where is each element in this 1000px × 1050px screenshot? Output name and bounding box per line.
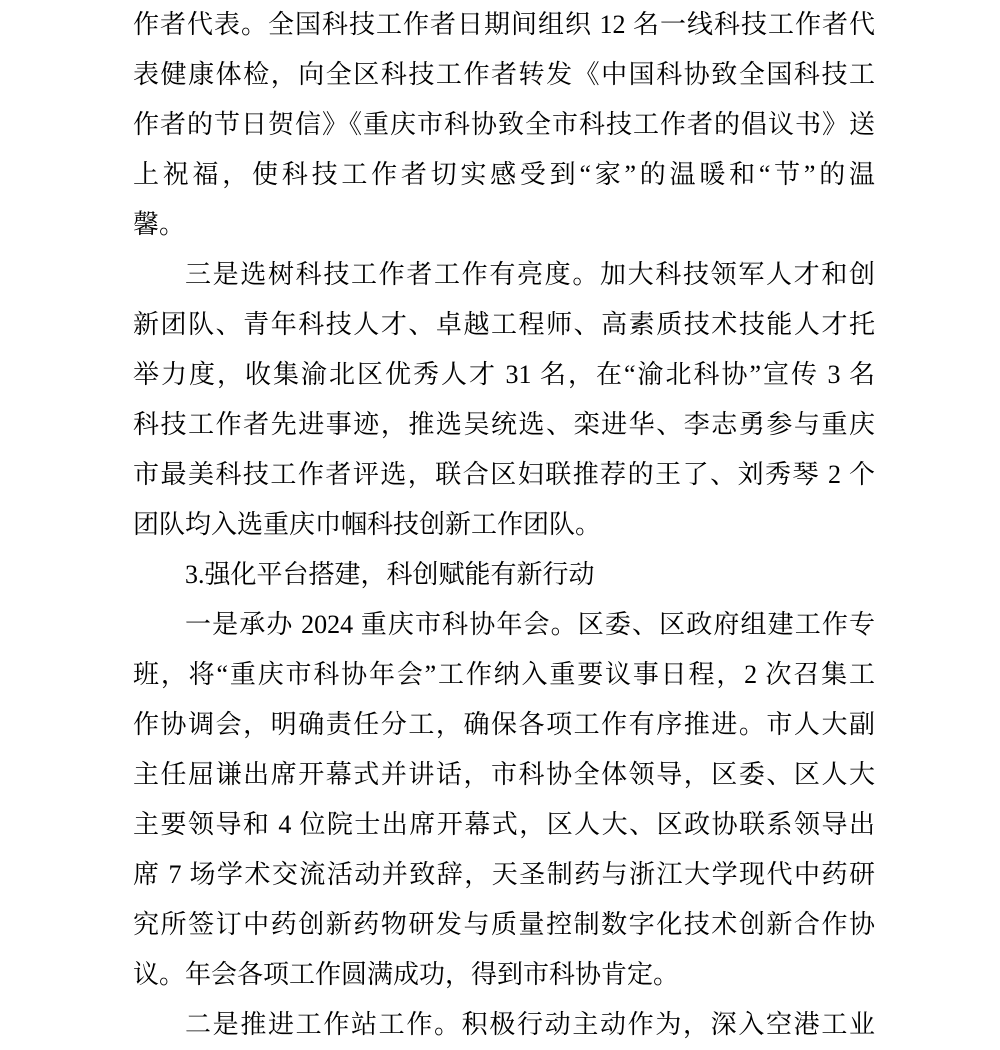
text-line: 新团队、青年科技人才、卓越工程师、高素质技术技能人才托 bbox=[133, 310, 875, 339]
text-line: 二是推进工作站工作。积极行动主动作为，深入空港工业 bbox=[185, 1010, 875, 1039]
text-line: 3.强化平台搭建，科创赋能有新行动 bbox=[185, 560, 595, 589]
text-line: 团队均入选重庆巾帼科技创新工作团队。 bbox=[133, 510, 602, 539]
text-line: 举力度，收集渝北区优秀人才 31 名，在“渝北科协”宣传 3 名 bbox=[133, 360, 875, 389]
text-line: 上祝福，使科技工作者切实感受到“家”的温暖和“节”的温 bbox=[133, 160, 875, 189]
text-layer bbox=[133, 0, 875, 1050]
text-line: 表健康体检，向全区科技工作者转发《中国科协致全国科技工 bbox=[133, 60, 875, 89]
text-line: 作者的节日贺信》《重庆市科协致全市科技工作者的倡议书》送 bbox=[133, 110, 875, 139]
text-line: 作协调会，明确责任分工，确保各项工作有序推进。市人大副 bbox=[133, 710, 875, 739]
text-line: 一是承办 2024 重庆市科协年会。区委、区政府组建工作专 bbox=[185, 610, 875, 639]
text-line: 主任屈谦出席开幕式并讲话，市科协全体领导，区委、区人大 bbox=[133, 760, 875, 789]
text-line: 作者代表。全国科技工作者日期间组织 12 名一线科技工作者代 bbox=[133, 10, 875, 39]
text-line: 科技工作者先进事迹，推选吴统选、栾进华、李志勇参与重庆 bbox=[133, 410, 875, 439]
text-line: 三是选树科技工作者工作有亮度。加大科技领军人才和创 bbox=[185, 260, 875, 289]
text-line: 班，将“重庆市科协年会”工作纳入重要议事日程，2 次召集工 bbox=[133, 660, 875, 689]
text-line: 馨。 bbox=[133, 210, 186, 239]
text-line: 究所签订中药创新药物研发与质量控制数字化技术创新合作协 bbox=[133, 910, 875, 939]
text-line: 席 7 场学术交流活动并致辞，天圣制药与浙江大学现代中药研 bbox=[133, 860, 875, 889]
text-line: 议。年会各项工作圆满成功，得到市科协肯定。 bbox=[133, 960, 680, 989]
text-line: 主要领导和 4 位院士出席开幕式，区人大、区政协联系领导出 bbox=[133, 810, 875, 839]
text-line: 市最美科技工作者评选，联合区妇联推荐的王了、刘秀琴 2 个 bbox=[133, 460, 875, 489]
